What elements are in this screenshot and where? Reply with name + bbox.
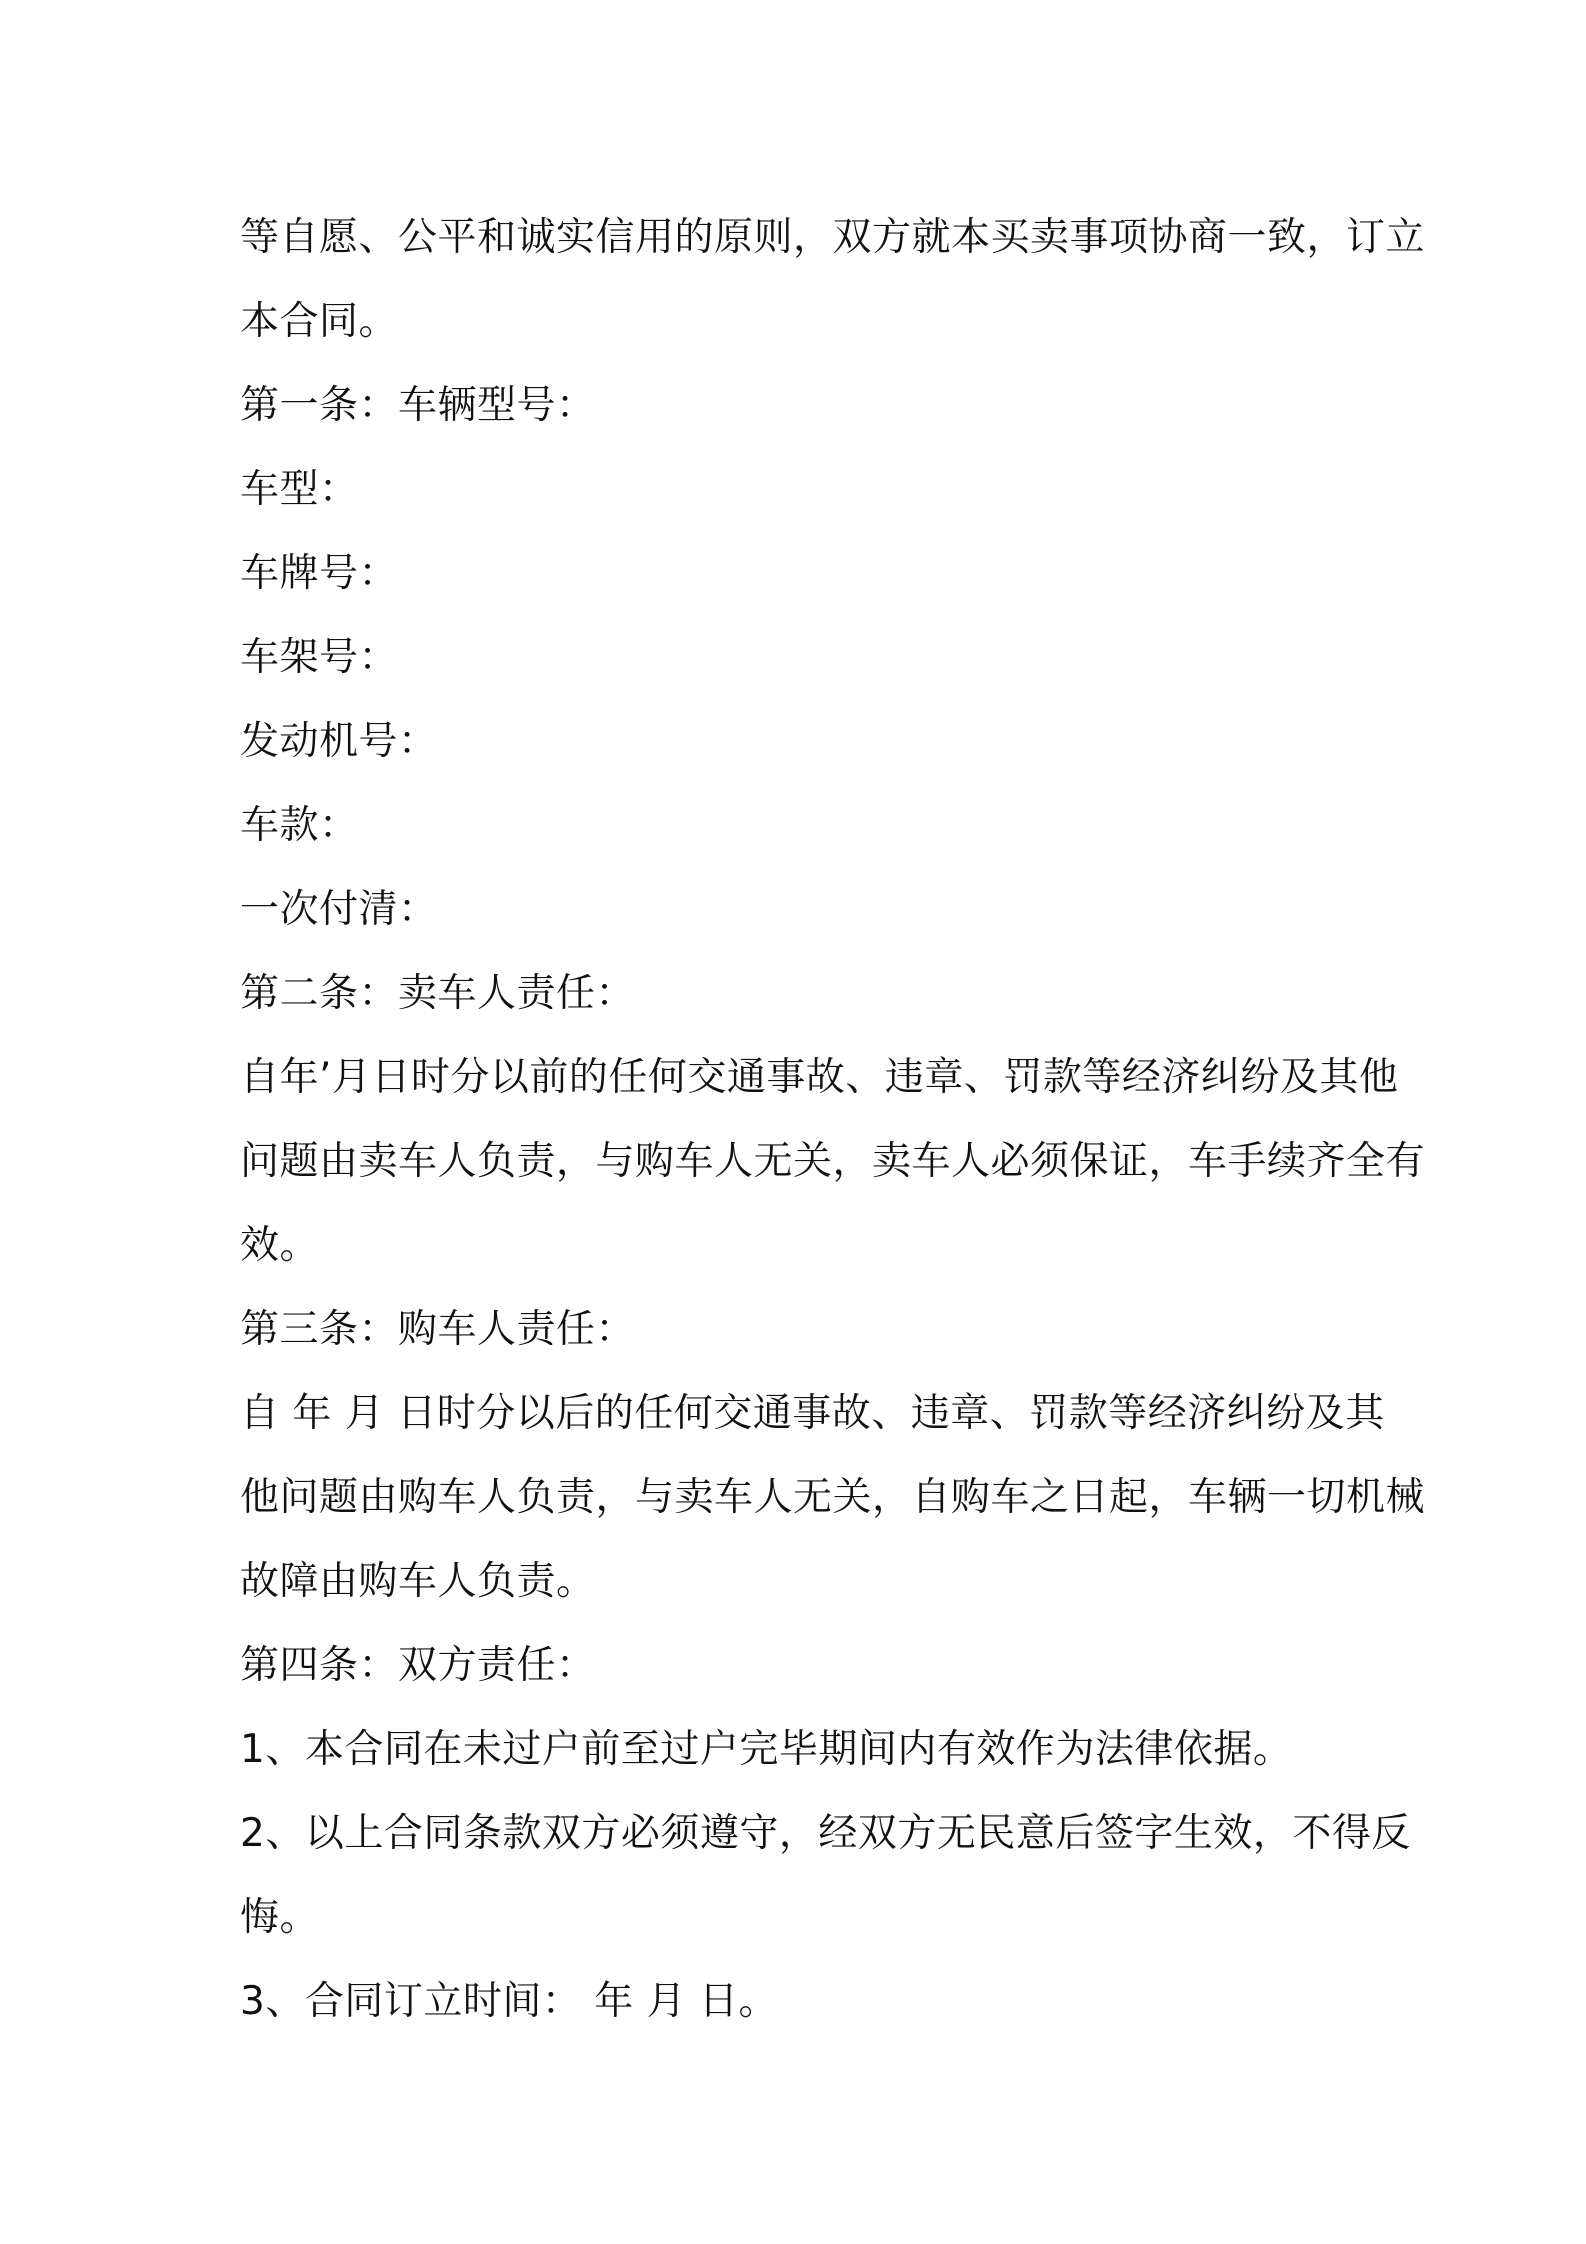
article-1-heading: 第一条：车辆型号： <box>240 383 596 428</box>
paragraph-line: 问题由卖车人负责，与购车人无关，卖车人必须保证，车手续齐全有 <box>240 1139 1426 1184</box>
field-plate-number: 车牌号： <box>240 551 399 596</box>
field-payment: 一次付清： <box>240 887 438 932</box>
clause-2: 2、以上合同条款双方必须遵守，经双方无民意后签字生效，不得反 <box>240 1811 1411 1856</box>
document-body <box>240 196 1426 2044</box>
field-engine-number: 发动机号： <box>240 719 438 764</box>
field-price: 车款： <box>240 803 359 848</box>
paragraph-line: 他问题由购车人负责，与卖车人无关，自购车之日起，车辆一切机械 <box>240 1475 1426 1520</box>
paragraph-line: 故障由购车人负责。 <box>240 1559 596 1604</box>
clause-3: 3、合同订立时间： 年 月 日。 <box>240 1979 779 2024</box>
clause-1: 1、本合同在未过户前至过户完毕期间内有效作为法律依据。 <box>240 1727 1293 1772</box>
field-vehicle-type: 车型： <box>240 467 359 512</box>
field-frame-number: 车架号： <box>240 635 399 680</box>
paragraph-line: 自 年 月 日时分以后的任何交通事故、违章、罚款等经济纠纷及其 <box>240 1391 1385 1436</box>
paragraph-line: 效。 <box>240 1223 320 1268</box>
article-4-heading: 第四条：双方责任： <box>240 1643 596 1688</box>
article-2-heading: 第二条：卖车人责任： <box>240 971 636 1016</box>
paragraph-line: 本合同。 <box>240 299 399 344</box>
article-3-heading: 第三条：购车人责任： <box>240 1307 636 1352</box>
paragraph-line: 等自愿、公平和诚实信用的原则，双方就本买卖事项协商一致，订立 <box>240 215 1426 260</box>
paragraph-line: 悔。 <box>240 1895 320 1940</box>
paragraph-line: 自年’月日时分以前的任何交通事故、违章、罚款等经济纠纷及其他 <box>240 1055 1399 1100</box>
